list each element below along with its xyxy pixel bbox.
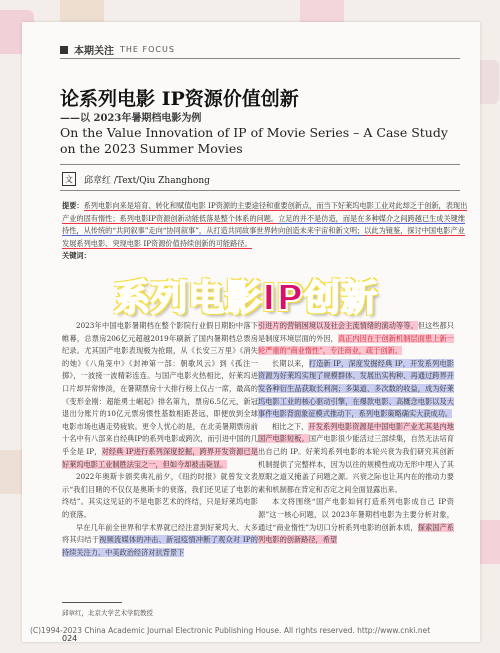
author-row: [62, 172, 210, 186]
author-rule: [60, 190, 460, 191]
highlight-run: 对经典 IP进行系列深度挖掘，跨界开发资源已是好莱坞电影工业制胜法宝之一，但如今却被击毙显。: [62, 446, 258, 469]
paragraph: [62, 522, 258, 560]
article-title-en: On the Value Innovation of IP of Movie Series – A Case Study on the 2023 Summer Movies: [60, 125, 448, 156]
title-rule: [60, 164, 460, 165]
abstract-text-1: 系列电影向来是培育、转化和赋值电影 IP资源的主要途径和重要创新点，而当下好莱坞电影工业对此却乏于创新，表现出产业的固有惰性；系列电影IP资源创新动能低落是整个体系的问题。: [62, 201, 468, 223]
copyright-line: (C)1994-2023 China Academic Journal Electronic Publishing House. All rights reserved. http://www.cnki.net: [30, 626, 431, 635]
text-run: 但这些都只是制度环境层面的外因，: [258, 321, 454, 343]
section-title-zh: 本期关注: [74, 46, 114, 57]
highlight-run: 引进片的营销困境以及社会主流情绪的演动等等。: [258, 321, 418, 330]
right-column: [258, 320, 454, 547]
text-run: 长期以来，: [272, 358, 309, 368]
paragraph: [258, 496, 454, 546]
left-column: [62, 320, 258, 559]
text-run: 其实这见证的不是电影艺术的终结，只是好莱坞电影的衰落。: [62, 497, 258, 519]
text-run: 国产电影很少能活过三部续集，自然无法培育出自己的 IP。好莱坞系列电影的本轮兴衰为我们研究其创新机制提供了完整样本，因为以往的规模性成功无形中埋入了其原眼之道又掩盖了问题之源。兴衰之际也让其内在的推动力要素和机制都在背定和否定之间全面显露出来。: [258, 434, 454, 494]
highlight-run: 探索国产系列电影的创新路径，希望: [258, 522, 454, 545]
highlight-run: 开发系列电影资源是中国电影产业尤其是内地国产电影短板。: [258, 421, 454, 444]
paragraph: [258, 320, 454, 358]
article-subtitle-zh: ——以 2023年暑期档电影为例: [60, 113, 202, 124]
paragraph: [258, 421, 454, 497]
article-title-zh: 论系列电影 IP资源价值创新: [60, 88, 299, 110]
author-box: 文: [62, 172, 76, 186]
highlight-run: 视频流媒体的冲击、新冠疫情冲断了观众对 IP的持续关注力、中美政治经济对抗背景下: [62, 535, 258, 557]
paragraph: [62, 471, 258, 521]
paragraph: [62, 320, 258, 471]
author-name: 邱章红 /Text/Qiu Zhanghong: [84, 175, 210, 186]
text-run: 早在几年前全世界和学术界就已经注意到好莱坞大、大多将其归结于: [62, 522, 258, 545]
text-run: 2022年奥斯卡颁奖典礼前夕，《纽约时报》就曾发文表示“我们目睹的不仅仅是奥斯卡的衰落，我们还见证了电影的终结”。: [62, 472, 258, 507]
footnote: 邱章红，北京大学艺术学院教授: [62, 609, 153, 617]
overlay-banner: 系列电影IP创新: [114, 277, 378, 319]
section-title-en: THE FOCUS: [120, 45, 175, 54]
section-header: [60, 42, 175, 57]
text-run: 2023年中国电影暑期档在整个影院行业假日期盼中落下帷幕，总票房206亿元超越2019年刷新了国内暑期档总票房纪录。尤其国产电影表现极为抢眼，从《长安三万里》《消失的她》《八角笼中》《封神第一部：朝歌风云》到《孤注一掷》，一波接一波精彩连连。与国产电影火热相比，好莱坞进口片却异常惨淡，在暑期票房十大排行榜上仅占一席，最高的《变形金刚：超能勇士崛起》排名第九，票房6.5亿元，新冠退出分账片的10亿元票房惯性基数相距甚远，即便放到全球电影市场也遇走势疲软。更令人忧心的是，在北美暑期票房前十名中有八部来自经典IP的系列电影或跨次，而引进中国的几乎全是 IP，: [62, 321, 258, 456]
journal-page: [22, 22, 480, 642]
highlight-run: 真正内因在于创新机制层面患上新一轮严重的“商业惰性”，专注商业，疏于创新。: [258, 333, 454, 356]
header-rule: [60, 58, 460, 59]
abstract-text-3: 以此为镜鉴，探讨中国电影产业发展系列电影、突现电影 IP资源价值持续创新的可能路径。: [62, 226, 465, 248]
abstract-label: 提要：: [62, 201, 84, 210]
section-square-icon: [60, 46, 68, 54]
text-run: 本文将围绕“国产电影如何打造系列电影成自己 IP资源”这一核心问题，以 2023年暑期档电影为主要分析对象，通过“商业惰性”为切口分析系列电影的创新本质，: [258, 497, 454, 532]
page-number: 024: [62, 634, 78, 642]
keywords-label: 关键词：: [62, 251, 91, 260]
highlight-run: 打造新 IP，深度发掘经典 IP，开发系列电影资源为好莱坞实现了规模群体、发展出实构种、再通过跨界开发各种衍生品获取长利润；多渠道、多次数的收益，成为好莱坞电影工业的核心驱动引擎，在爆款电影、高概念电影以及大事件电影背面象征模式推动下，系列电影策略确实大获成功。: [258, 358, 454, 419]
paragraph: [258, 358, 454, 421]
text-run: 相比之下，: [272, 421, 309, 431]
abstract: [62, 200, 470, 263]
abstract-text-2: 立足的并不是仿造，而是在多种媒介之间跨越已生成关键维持性，从传统的“共同叙事”走向“协同叙事”，从打造共同故事世界转向创造未来宇宙和新文明；: [62, 213, 466, 235]
footnote-rule: [62, 602, 122, 603]
